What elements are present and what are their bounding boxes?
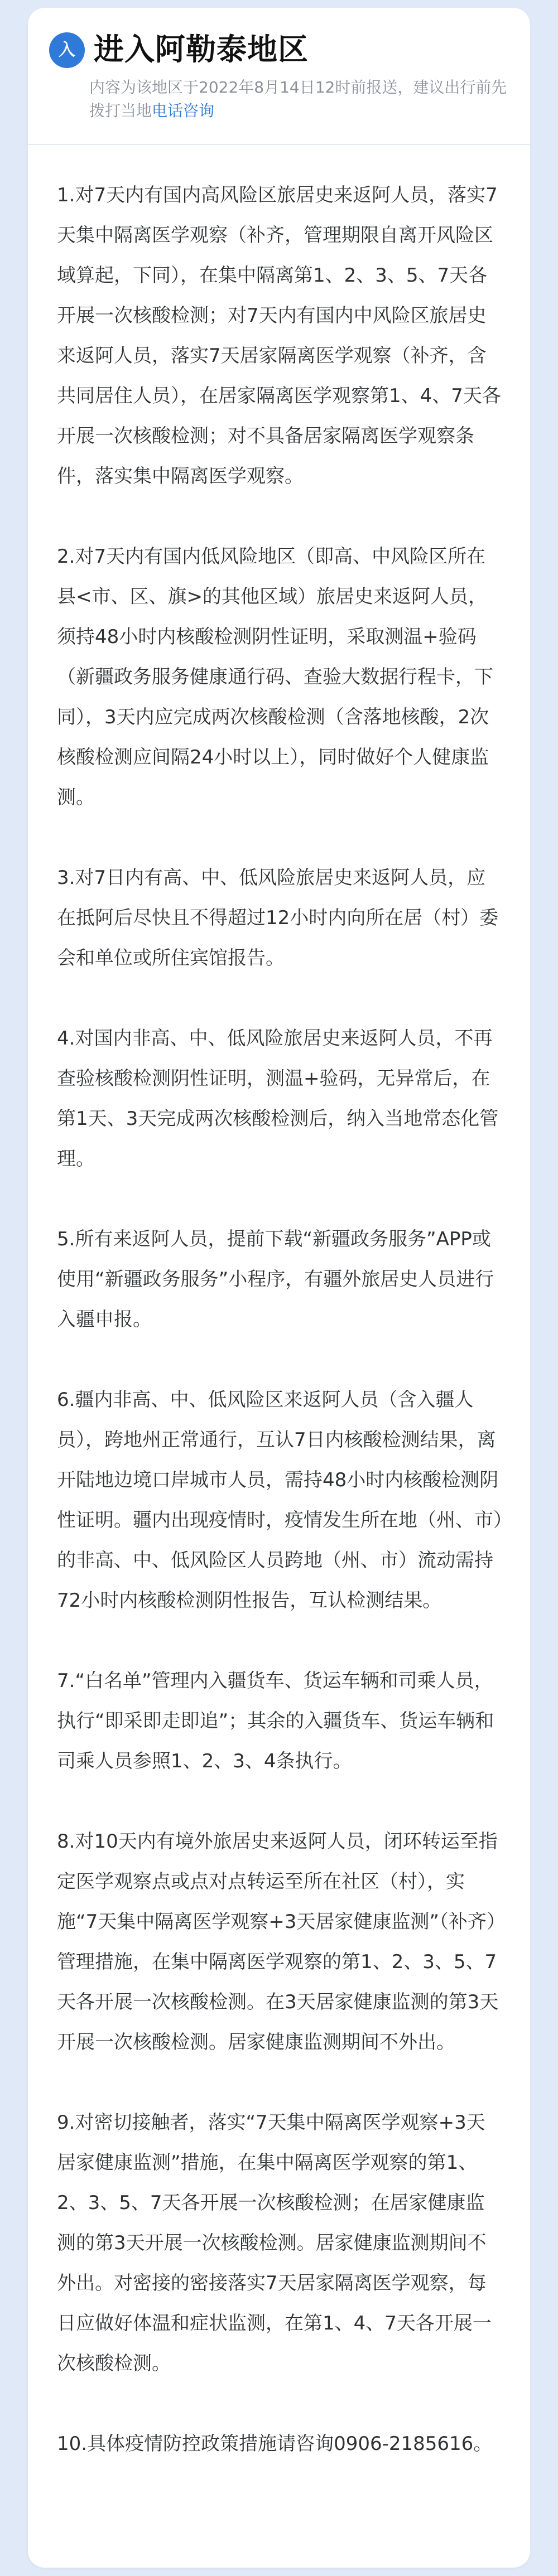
page-title: 进入阿勒泰地区 (94, 32, 309, 67)
header-divider (28, 144, 530, 145)
policy-item: 5.所有来返阿人员，提前下载“新疆政务服务”APP或使用“新疆政务服务”小程序，有疆外旅居史人员进行入疆申报。 (57, 1228, 494, 1331)
policy-item: 3.对7日内有高、中、低风险旅居史来返阿人员，应在抵阿后尽快且不得超过12小时内向所在居（村）委会和单位或所住宾馆报告。 (57, 867, 499, 969)
policy-item: 8.对10天内有境外旅居史来返阿人员，闭环转运至指定医学观察点或点对点转运至所在社区（村），实施“7天集中隔离医学观察+3天居家健康监测”（补齐）管理措施，在集中隔离医学观察的第1、2、3、5、7天各开展一次核酸检测。在3天居家健康监测的第3天开展一次核酸检测。居家健康监测期间不外出。 (57, 1830, 499, 2053)
card-header (28, 8, 530, 119)
report-notice (89, 76, 513, 123)
policy-item: 7.“白名单”管理内入疆货车、货运车辆和司乘人员，执行“即采即走即追”；其余的入疆货车、货运车辆和司乘人员参照1、2、3、4条执行。 (57, 1670, 494, 1772)
policy-card (28, 8, 530, 2568)
phone-consult-link[interactable]: 电话咨询 (152, 102, 215, 120)
policy-item: 6.疆内非高、中、低风险区来返阿人员（含入疆人员），跨地州正常通行，互认7日内核酸检测结果，离开陆地边境口岸城市人员，需持48小时内核酸检测阴性证明。疆内出现疫情时，疫情发生所在地（州、市）的非高、中、低风险区人员跨地（州、市）流动需持72小时内核酸检测阴性报告，互认检测结果。 (57, 1389, 503, 1612)
entry-badge-icon: 入 (49, 32, 85, 68)
policy-content (57, 175, 503, 2504)
policy-item: 4.对国内非高、中、低风险旅居史来返阿人员，不再查验核酸检测阴性证明，测温+验码，无异常后，在第1天、3天完成两次核酸检测后，纳入当地常态化管理。 (57, 1027, 499, 1170)
policy-item: 9.对密切接触者，落实“7天集中隔离医学观察+3天居家健康监测”措施，在集中隔离医学观察的第1、2、3、5、7天各开展一次核酸检测；在居家健康监测的第3天开展一次核酸检测。居家健康监测期间不外出。对密接的密接落实7天居家隔离医学观察，每日应做好体温和症状监测，在第1、4、7天各开展一次核酸检测。 (57, 2111, 492, 2375)
report-notice-text: 内容为该地区于2022年8月14日12时前报送，建议出行前先拨打当地 (89, 78, 507, 120)
policy-item: 2.对7天内有国内低风险地区（即高、中风险区所在县<市、区、旗>的其他区域）旅居史来返阿人员，须持48小时内核酸检测阴性证明，采取测温+验码（新疆政务服务健康通行码、查验大数据行程卡，下同），3天内应完成两次核酸检测（含落地核酸，2次核酸检测应间隔24小时以上），同时做好个人健康监测。 (57, 545, 493, 809)
policy-item: 10.具体疫情防控政策措施请咨询0906-2185616。 (57, 2433, 493, 2455)
policy-item: 1.对7天内有国内高风险区旅居史来返阿人员，落实7天集中隔离医学观察（补齐，管理期限自离开风险区域算起，下同），在集中隔离第1、2、3、5、7天各开展一次核酸检测；对7天内有国内中风险区旅居史来返阿人员，落实7天居家隔离医学观察（补齐，含共同居住人员），在居家隔离医学观察第1、4、7天各开展一次核酸检测；对不具备居家隔离医学观察条件，落实集中隔离医学观察。 (57, 184, 501, 487)
